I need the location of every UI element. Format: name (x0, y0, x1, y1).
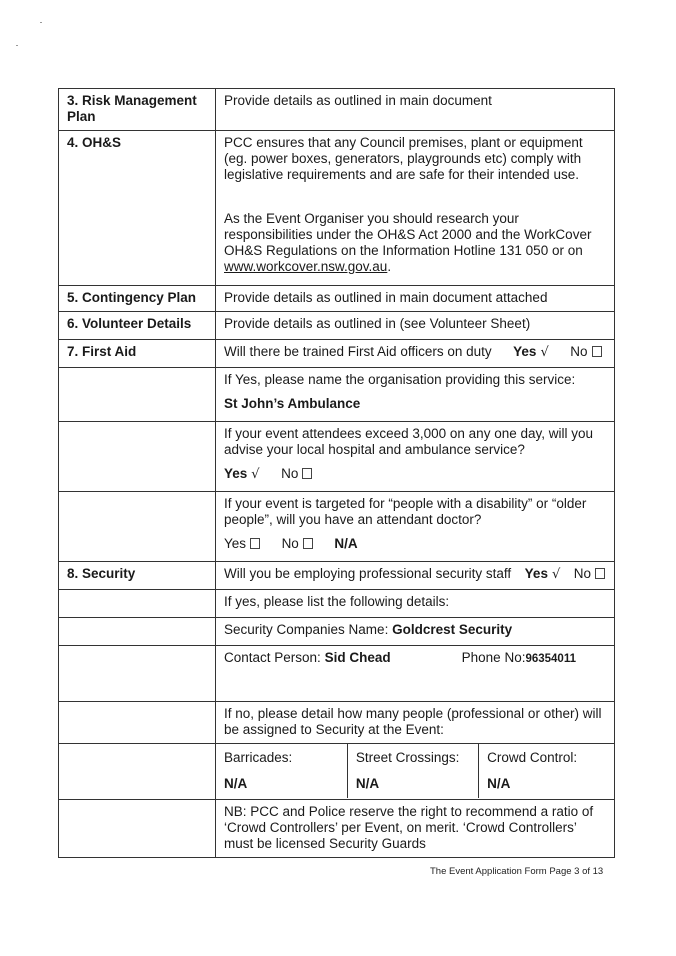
security-company-cell (216, 618, 615, 646)
security-yes-label: Yes (524, 566, 548, 581)
crossings-value: N/A (355, 776, 380, 791)
row-label: 4. OH&S (59, 131, 216, 286)
first-aid-question: Will there be trained First Aid officers on duty (224, 344, 492, 359)
first-aid-row (59, 340, 615, 368)
row-label: 5. Contingency Plan (59, 286, 216, 312)
empty-label-cell (59, 492, 216, 562)
security-numbers-cell (216, 744, 615, 800)
security-no-checkbox[interactable] (595, 568, 605, 579)
crowd-label: Crowd Control: (487, 750, 578, 765)
security-numbers-table (216, 744, 614, 798)
phone (462, 650, 576, 667)
page-footer: The Event Application Form Page 3 of 13 (430, 866, 604, 877)
empty-label-cell (59, 590, 216, 618)
hospital-yes-label: Yes (224, 466, 248, 481)
first-aid-org-question: If Yes, please name the organisation providing this service: (224, 372, 576, 387)
volunteer-row (59, 312, 615, 340)
hospital-answer (224, 466, 606, 483)
event-form-table (58, 88, 615, 858)
contact-line (224, 650, 606, 667)
risk-management-row (59, 89, 615, 131)
ohs-paragraph-2 (224, 211, 606, 275)
row-label: 3. Risk Management Plan (59, 89, 216, 131)
hospital-no-checkbox[interactable] (302, 468, 312, 479)
row-label: 6. Volunteer Details (59, 312, 216, 340)
empty-label-cell (59, 368, 216, 422)
security-no-prompt: If no, please detail how many people (professional or other) will be assigned to Security at the Event: (216, 702, 615, 744)
security-contact-cell (216, 646, 615, 702)
security-no-row (59, 702, 615, 744)
crowd-value: N/A (487, 776, 511, 791)
ohs-paragraph-1: PCC ensures that any Council premises, plant or equipment (eg. power boxes, generators, playgrounds etc) comply with legislative requirements and are safe for their intended use. (224, 135, 583, 182)
barricades-cell (216, 744, 347, 798)
security-contact-row (59, 646, 615, 702)
security-yes-tick-icon[interactable]: √ (551, 567, 561, 582)
security-no-label: No (573, 566, 592, 581)
contact-label: Contact Person: (224, 650, 321, 665)
empty-label-cell (59, 800, 216, 858)
doctor-no-checkbox[interactable] (303, 538, 313, 549)
doctor-na: N/A (334, 536, 358, 551)
first-aid-no-label: No (570, 344, 588, 359)
security-nb-row (59, 800, 615, 858)
phone-label: Phone No: (461, 650, 526, 665)
ohs-row (59, 131, 615, 286)
company-label: Security Companies Name: (224, 622, 389, 637)
empty-label-cell (59, 422, 216, 492)
scan-speck (40, 22, 42, 23)
contingency-row (59, 286, 615, 312)
security-company-row (59, 618, 615, 646)
doctor-yes-label: Yes (224, 536, 247, 551)
row-text: Provide details as outlined in (see Volunteer Sheet) (216, 312, 615, 340)
doctor-cell (216, 492, 615, 562)
doctor-answer (224, 536, 606, 552)
ohs-details (216, 131, 615, 286)
hospital-yes-tick-icon[interactable]: √ (251, 467, 260, 482)
security-question: Will you be employing professional security staff (224, 566, 512, 581)
doctor-no-label: No (281, 536, 299, 551)
first-aid-question-cell (216, 340, 615, 368)
row-text: Provide details as outlined in main document attached (216, 286, 615, 312)
hospital-no-label: No (281, 466, 299, 481)
contact-person (224, 650, 391, 667)
ohs-period: . (387, 259, 392, 274)
empty-label-cell (59, 646, 216, 702)
first-aid-org-row (59, 368, 615, 422)
security-nb: NB: PCC and Police reserve the right to recommend a ratio of ‘Crowd Controllers’ per Event, on merit. ‘Crowd Controllers’ must be licensed Security Guards (216, 800, 615, 858)
security-row (59, 562, 615, 590)
doctor-question: If your event is targeted for “people with a disability” or “older people”, will you have an attendant doctor? (224, 496, 587, 527)
ohs-paragraph-2-text: As the Event Organiser you should research your responsibilities under the OH&S Act 2000 and the WorkCover OH&S Regulations on the Information Hotline 131 050 or on (224, 211, 592, 258)
row-label: 8. Security (59, 562, 216, 590)
crowd-cell (479, 744, 614, 798)
empty-label-cell (59, 618, 216, 646)
crossings-cell (347, 744, 478, 798)
empty-label-cell (59, 702, 216, 744)
row-label: 7. First Aid (59, 340, 216, 368)
security-details-prompt-row (59, 590, 615, 618)
empty-label-cell (59, 744, 216, 800)
security-question-cell (216, 562, 615, 590)
contact-value: Sid Chead (324, 650, 391, 665)
barricades-value: N/A (224, 776, 248, 791)
doctor-row (59, 492, 615, 562)
first-aid-no-checkbox[interactable] (592, 346, 602, 357)
security-numbers-row (59, 744, 615, 800)
scan-speck (16, 45, 18, 46)
first-aid-yes-label: Yes (513, 344, 537, 359)
hospital-question: If your event attendees exceed 3,000 on any one day, will you advise your local hospital and ambulance service? (224, 426, 593, 457)
phone-value: 96354011 (525, 653, 576, 665)
barricades-label: Barricades: (224, 750, 293, 765)
first-aid-yes-tick-icon[interactable]: √ (540, 345, 549, 360)
doctor-yes-checkbox[interactable] (250, 538, 260, 549)
row-text: Provide details as outlined in main document (216, 89, 615, 131)
crossings-label: Street Crossings: (355, 750, 460, 765)
hospital-row (59, 422, 615, 492)
first-aid-org-cell (216, 368, 615, 422)
first-aid-org-answer: St John’s Ambulance (224, 396, 361, 411)
workcover-link[interactable]: www.workcover.nsw.gov.au (224, 259, 388, 274)
security-details-prompt: If yes, please list the following details: (216, 590, 615, 618)
company-value: Goldcrest Security (392, 622, 513, 637)
hospital-cell (216, 422, 615, 492)
